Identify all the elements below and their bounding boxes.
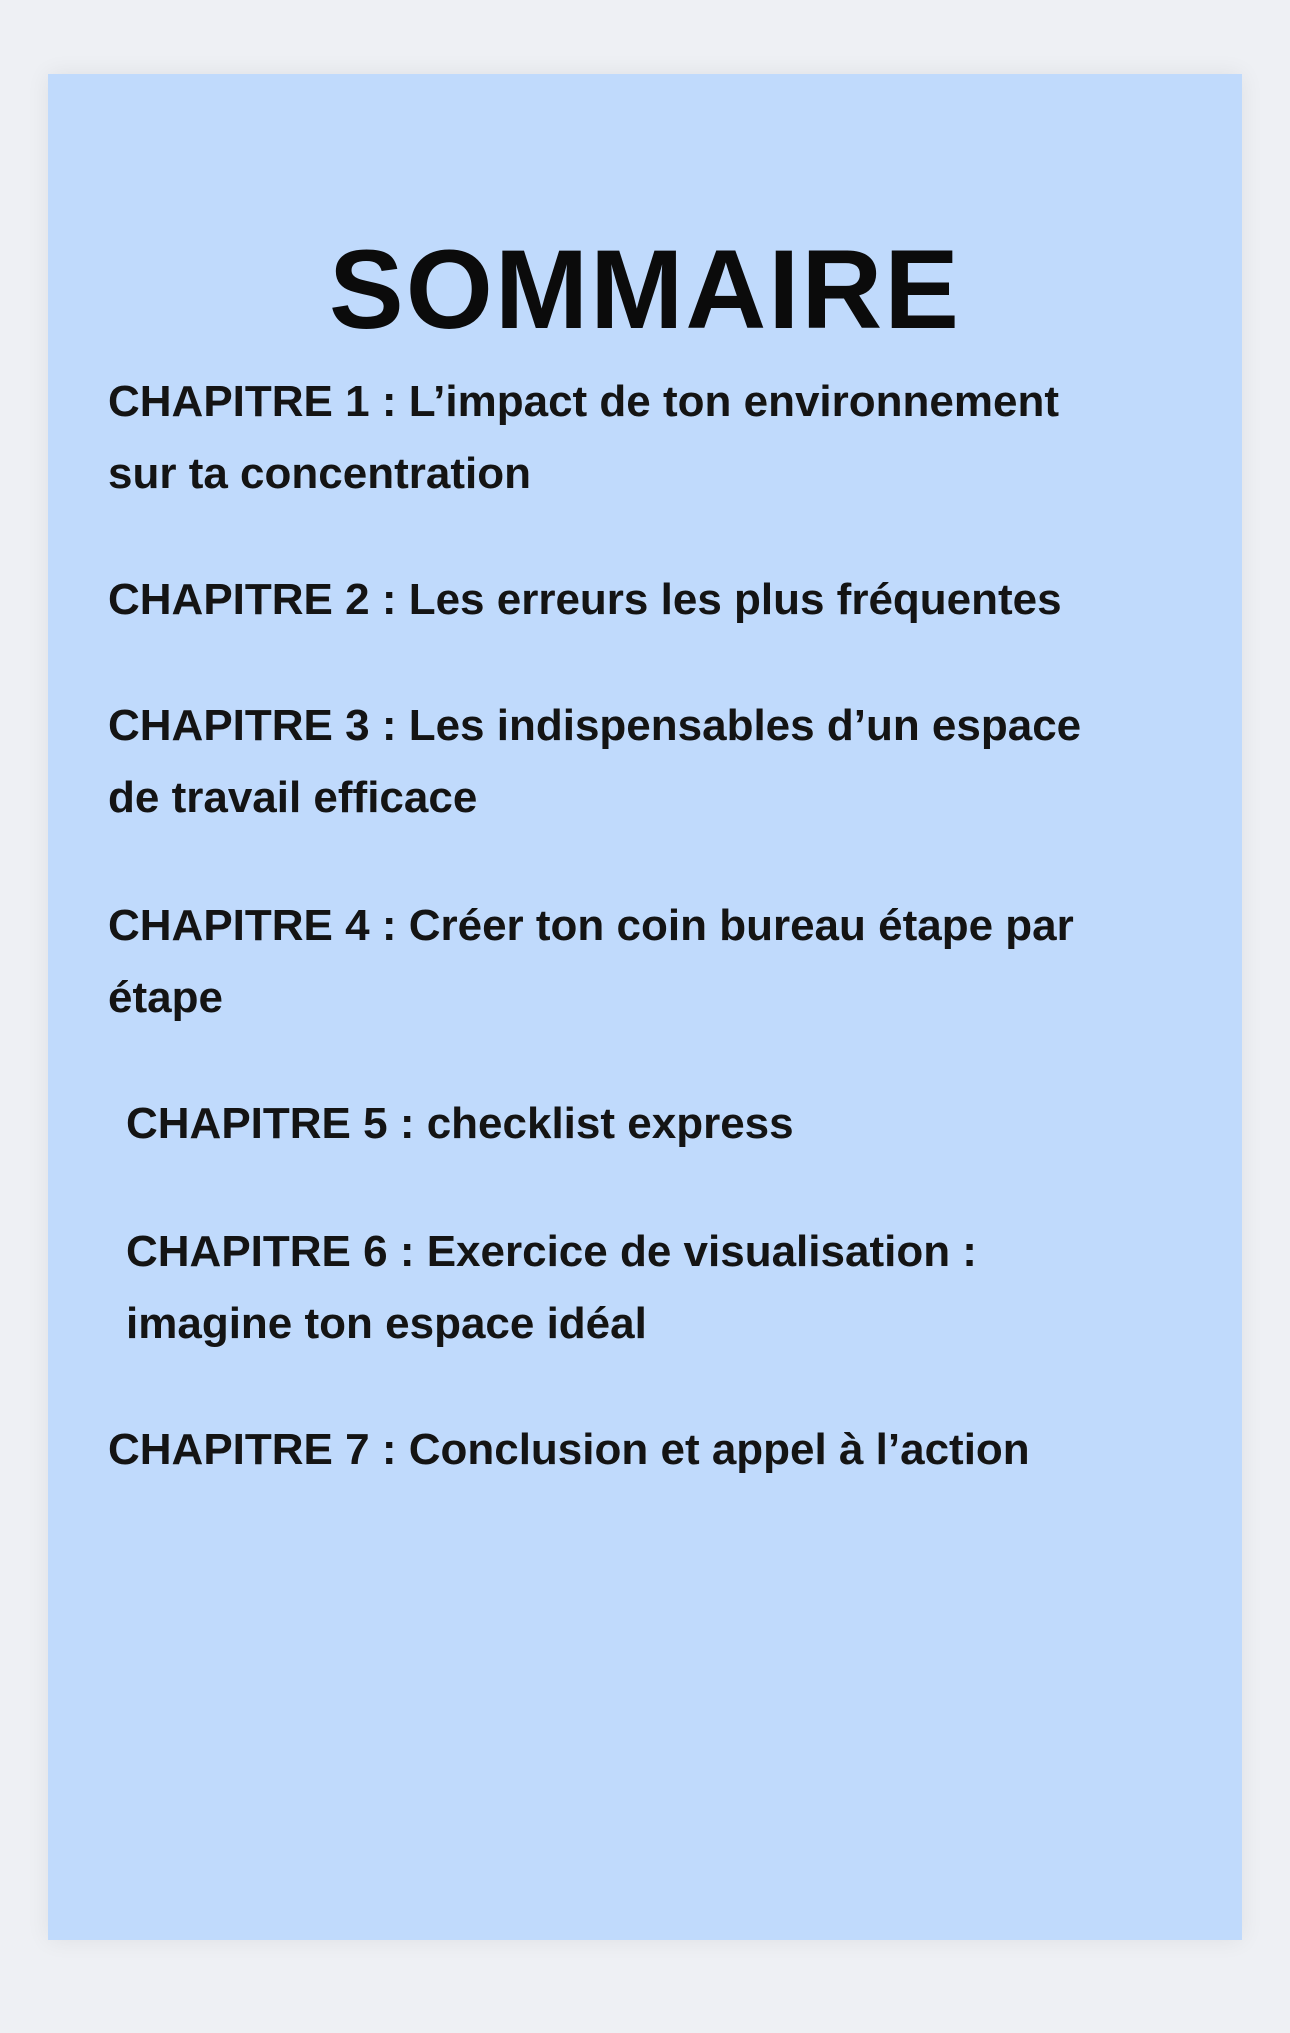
toc-entry-line: imagine ton espace idéal <box>126 1299 647 1348</box>
toc-entry-line: CHAPITRE 5 : checklist express <box>126 1099 794 1148</box>
toc-entry-line: CHAPITRE 4 : Créer ton coin bureau étape par <box>108 901 1074 950</box>
toc-entry-chapter-2 <box>108 564 1062 636</box>
toc-entry-line: étape <box>108 973 223 1022</box>
toc-entry-chapter-7 <box>108 1414 1030 1486</box>
toc-entry-line: de travail efficace <box>108 773 478 822</box>
toc-entry-line: CHAPITRE 3 : Les indispensables d’un espace <box>108 701 1082 750</box>
toc-entry-line: sur ta concentration <box>108 449 531 498</box>
toc-entry-line: CHAPITRE 6 : Exercice de visualisation : <box>126 1227 977 1276</box>
document-page <box>48 74 1242 1940</box>
page-title: SOMMAIRE <box>329 227 961 352</box>
toc-entry-chapter-1 <box>108 366 1059 510</box>
toc-entry-line: CHAPITRE 1 : L’impact de ton environnement <box>108 377 1060 426</box>
toc-entry-line: CHAPITRE 7 : Conclusion et appel à l’action <box>108 1425 1030 1474</box>
toc-entry-line: CHAPITRE 2 : Les erreurs les plus fréquentes <box>108 575 1062 624</box>
toc-entry-chapter-4 <box>108 890 1074 1034</box>
toc-entry-chapter-6 <box>126 1216 977 1360</box>
toc-entry-chapter-3 <box>108 690 1081 834</box>
toc-entry-chapter-5 <box>126 1088 794 1160</box>
